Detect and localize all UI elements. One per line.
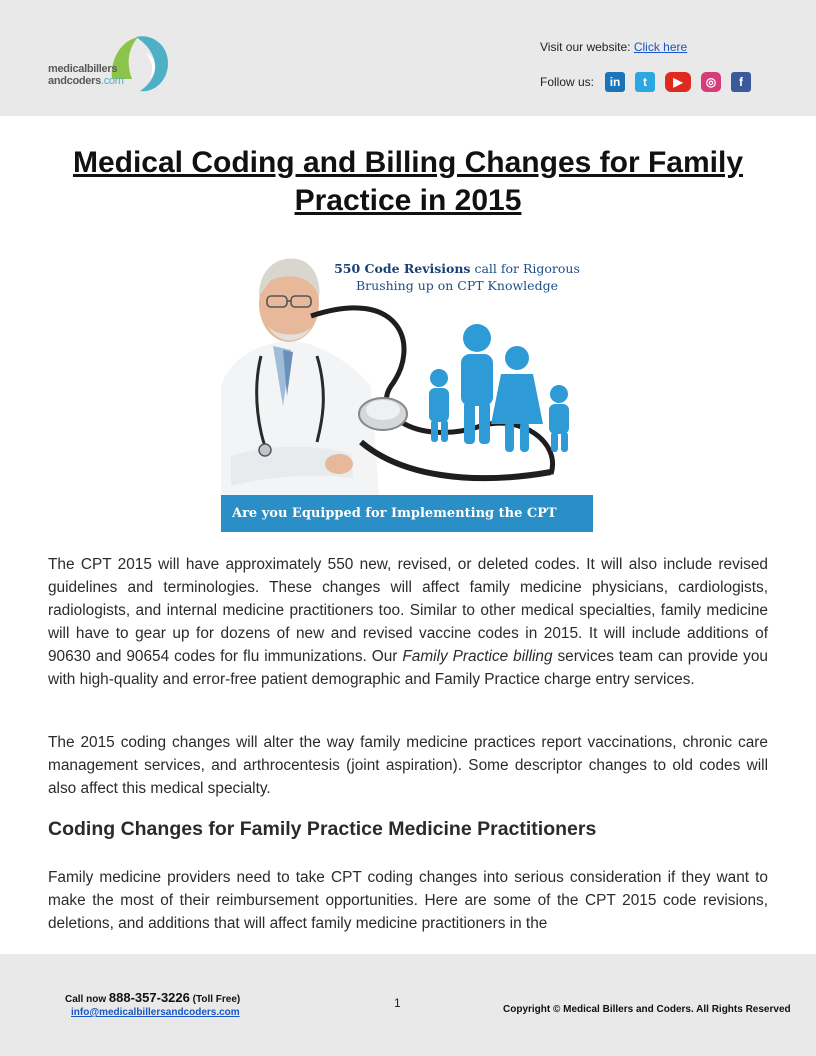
logo-suffix: .com: [100, 75, 124, 87]
page-title: Medical Coding and Billing Changes for Family Practice in 2015: [72, 146, 744, 217]
section-heading: Coding Changes for Family Practice Medicine Practitioners: [48, 818, 597, 840]
copyright: Copyright © Medical Billers and Coders. All Rights Reserved: [503, 1004, 791, 1015]
facebook-icon[interactable]: f: [731, 72, 751, 92]
hero-band: Are you Equipped for Implementing the CPT 2015?: [221, 495, 593, 532]
instagram-icon[interactable]: ◎: [701, 72, 721, 92]
company-logo[interactable]: [48, 33, 178, 97]
toll-free-label: (Toll Free): [189, 994, 241, 1005]
phone-number[interactable]: 888-357-3226: [108, 990, 190, 1005]
paragraph-1: [48, 553, 768, 691]
page-header: [0, 0, 816, 116]
page-footer: [0, 954, 816, 1056]
hero-image: [221, 246, 593, 558]
logo-line-1: medicalbillers: [48, 63, 118, 75]
page-number: 1: [394, 996, 401, 1010]
call-now: [65, 990, 240, 1005]
youtube-icon[interactable]: ▶: [665, 72, 691, 92]
logo-line-2: andcoders: [48, 75, 101, 87]
hero-caption-rest: call for Rigorous Brushing up on CPT Knowledge: [356, 261, 580, 293]
paragraph-2: The 2015 coding changes will alter the way family medicine practices report vaccinations, chronic care management services, and arthrocentesis (joint aspiration). Some descriptor changes to old codes will also affect this medical specialty.: [48, 734, 768, 797]
paragraph-3: Family medicine providers need to take CPT coding changes into serious consideration if they want to make the most of their reimbursement opportunities. Here are some of the CPT 2015 code revisions, deletions, and additions that will affect family medicine practitioners in the: [48, 869, 768, 932]
website-link[interactable]: Click here: [633, 40, 688, 54]
logo-wordmark: [48, 63, 124, 87]
follow-us: [540, 72, 751, 92]
visit-label: Visit our website:: [540, 40, 634, 54]
email-link[interactable]: info@medicalbillersandcoders.com: [71, 1007, 240, 1018]
hero-caption: [321, 260, 593, 294]
twitter-icon[interactable]: t: [635, 72, 655, 92]
family-practice-billing-link[interactable]: Family Practice billing: [402, 648, 553, 665]
paragraph-1-part-b: services team can provide you with high-quality and error-free patient demographic and Family Practice charge entry services.: [48, 648, 768, 688]
follow-label: Follow us:: [540, 75, 595, 89]
hero-caption-bold: 550 Code Revisions: [334, 261, 471, 276]
linkedin-icon[interactable]: in: [605, 72, 625, 92]
visit-website: [540, 40, 687, 54]
paragraph-1-part-a: The CPT 2015 will have approximately 550 new, revised, or deleted codes. It will also include revised guidelines and terminologies. These changes will affect family medicine physicians, cardiologists, radiologists, and internal medicine practitioners too. Similar to other medical specialties, family medicine will have to gear up for dozens of new and revised vaccine codes in 2015. It will include additions of 90630 and 90654 codes for flu immunizations. Our: [48, 556, 768, 665]
call-label: Call now: [65, 994, 109, 1005]
